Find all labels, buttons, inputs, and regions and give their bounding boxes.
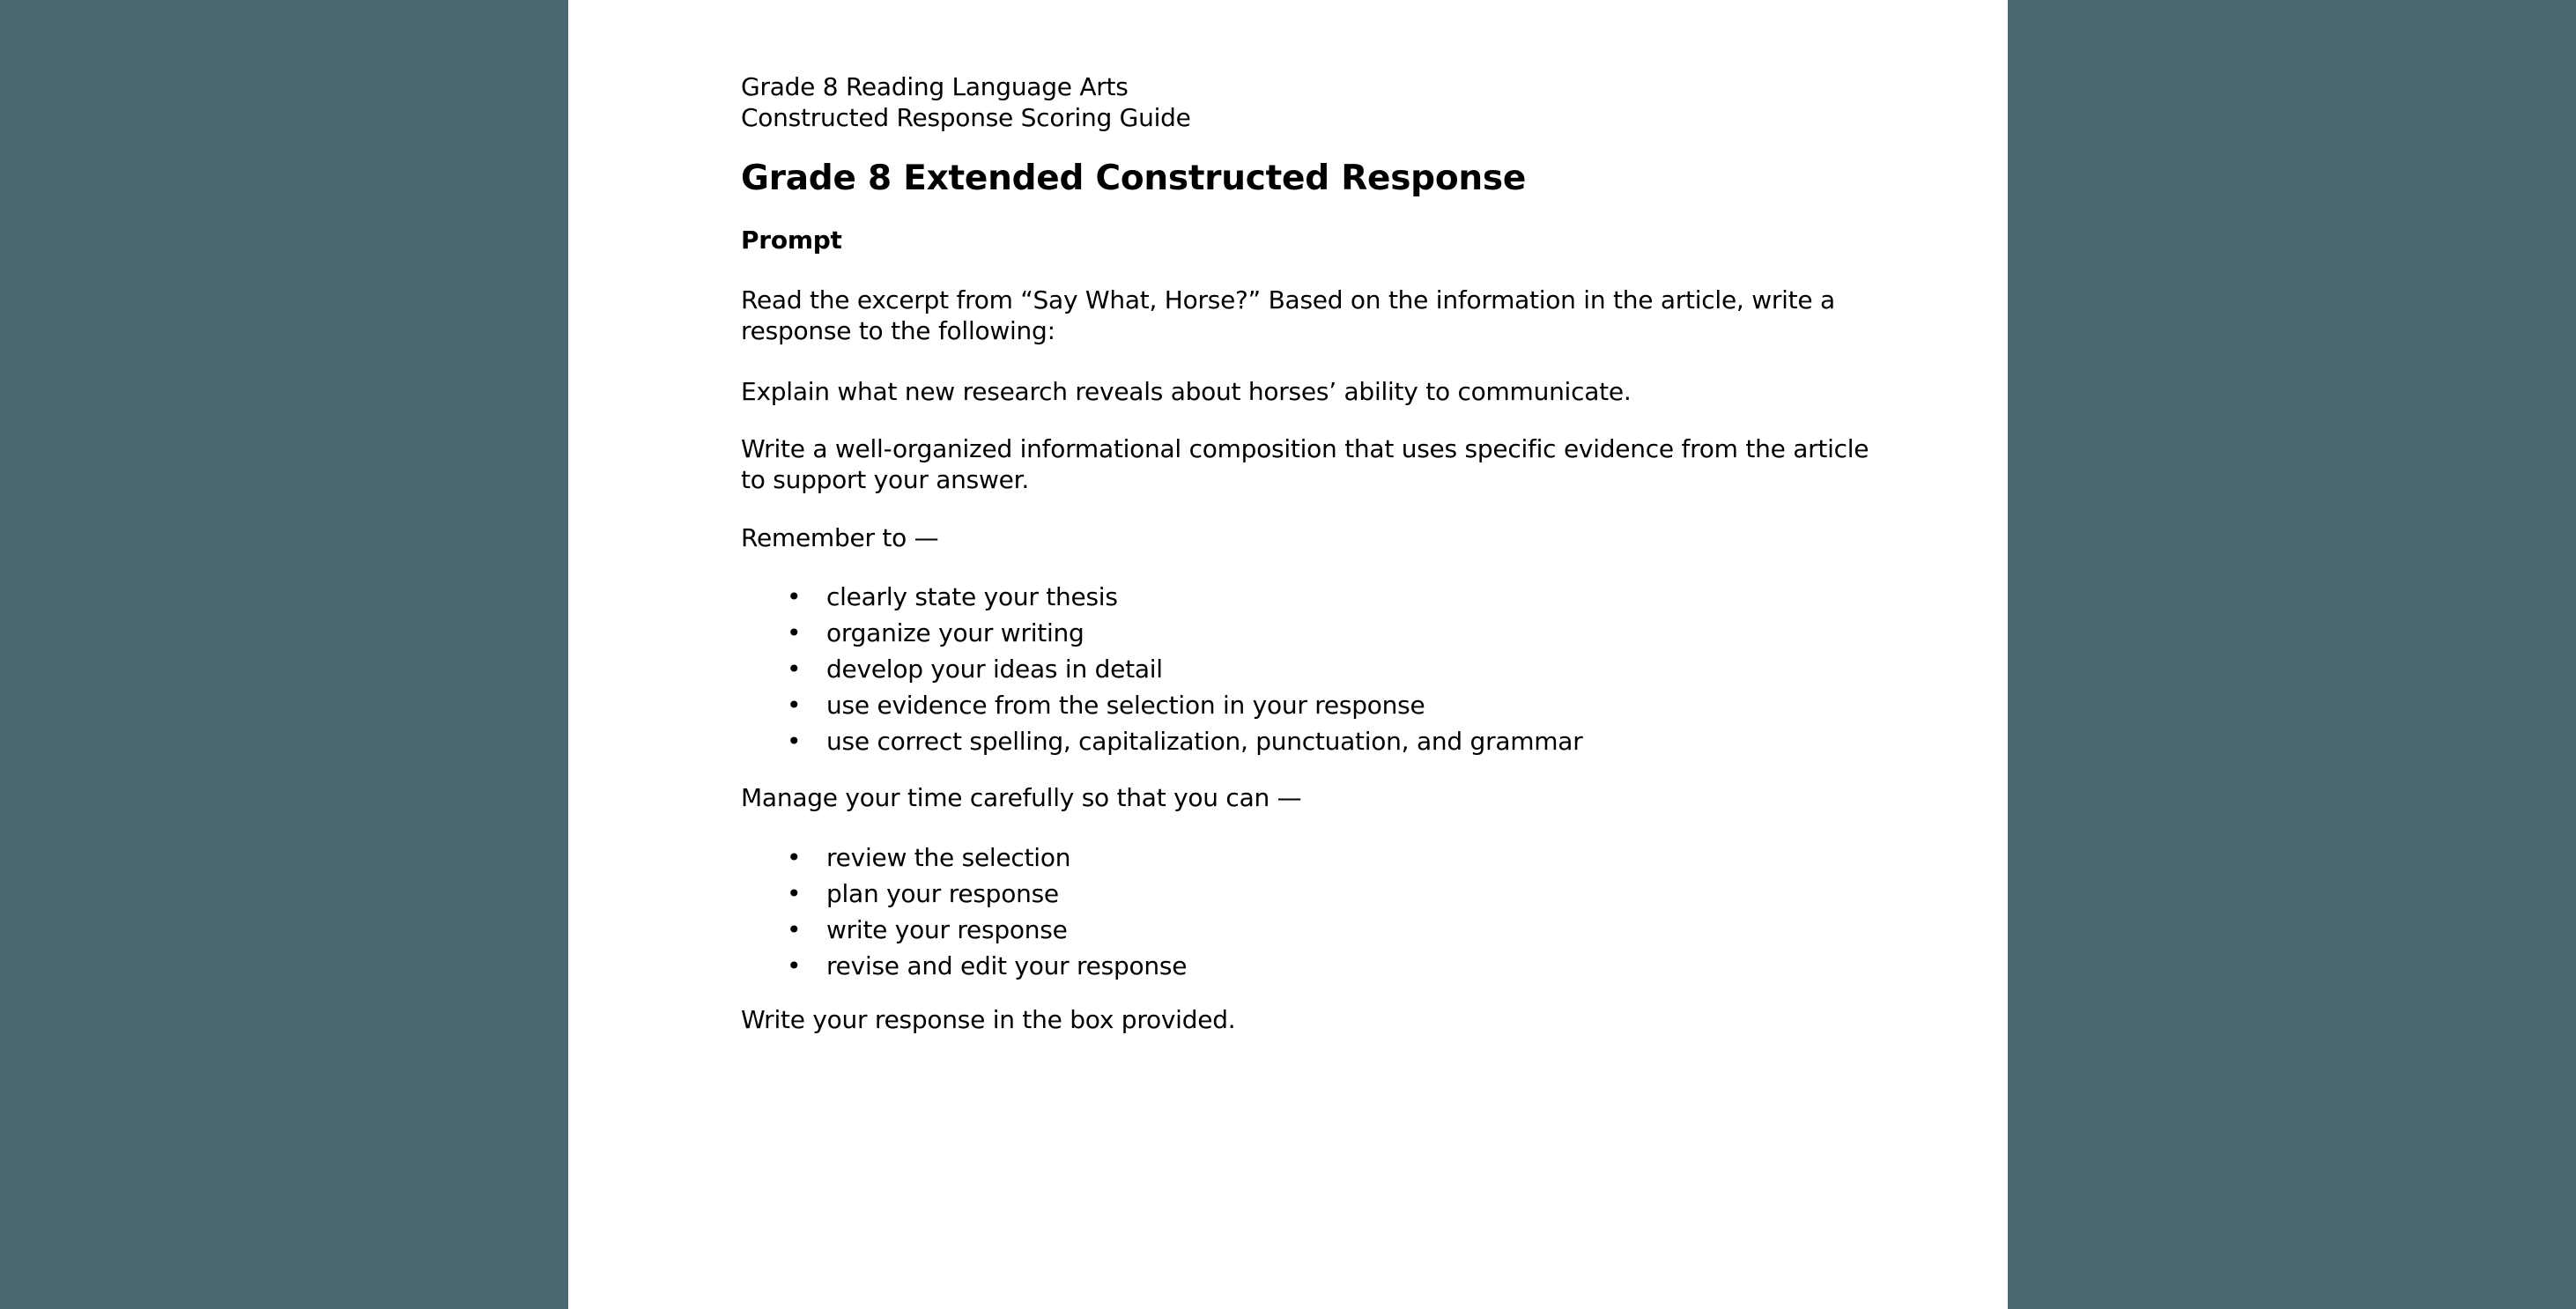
intro-line-2: response to the following:	[741, 316, 1055, 345]
page-title: Grade 8 Extended Constructed Response	[741, 159, 1527, 198]
list-item-label: review the selection	[826, 843, 1071, 872]
bullet-icon: •	[787, 915, 802, 944]
directions-paragraph	[741, 433, 1937, 495]
list-item-label: write your response	[826, 915, 1068, 944]
doc-header	[741, 71, 1937, 133]
bullet-icon: •	[787, 879, 802, 908]
directions-line-2: to support your answer.	[741, 465, 1029, 494]
list-item-label: use evidence from the selection in your response	[826, 691, 1425, 720]
list-item-label: organize your writing	[826, 618, 1084, 647]
document-page	[568, 0, 2008, 1309]
time-intro-line: Manage your time carefully so that you can —	[741, 783, 1302, 812]
bullet-icon: •	[787, 727, 802, 756]
list-item	[741, 615, 1937, 651]
list-item-label: use correct spelling, capitalization, punctuation, and grammar	[826, 727, 1583, 756]
bullet-icon: •	[787, 951, 802, 980]
header-line-guide: Constructed Response Scoring Guide	[741, 103, 1191, 132]
bullet-icon: •	[787, 582, 802, 611]
intro-paragraph	[741, 285, 1937, 346]
closing-paragraph	[741, 1004, 1937, 1035]
list-item	[741, 651, 1937, 687]
remember-intro-line: Remember to —	[741, 523, 939, 552]
list-item	[741, 839, 1937, 876]
list-item-label: clearly state your thesis	[826, 582, 1118, 611]
closing-line: Write your response in the box provided.	[741, 1005, 1236, 1034]
list-item	[741, 876, 1937, 912]
list-item-label: revise and edit your response	[826, 951, 1188, 980]
directions-line-1: Write a well-organized informational composition that uses specific evidence from the article	[741, 434, 1869, 463]
intro-line-1: Read the excerpt from “Say What, Horse?” Based on the information in the article, write a	[741, 285, 1835, 314]
list-item	[741, 723, 1937, 759]
page-content	[568, 0, 2008, 1035]
list-item-label: plan your response	[826, 879, 1059, 908]
list-item	[741, 579, 1937, 615]
task-line: Explain what new research reveals about horses’ ability to communicate.	[741, 377, 1632, 406]
task-paragraph	[741, 376, 1937, 407]
list-item	[741, 948, 1937, 984]
time-intro	[741, 782, 1937, 813]
remember-intro	[741, 522, 1937, 553]
list-item-label: develop your ideas in detail	[826, 654, 1163, 684]
header-line-subject: Grade 8 Reading Language Arts	[741, 72, 1129, 101]
remember-bullet-list	[741, 579, 1937, 759]
prompt-heading: Prompt	[741, 226, 842, 255]
bullet-icon: •	[787, 654, 802, 684]
time-bullet-list	[741, 839, 1937, 984]
list-item	[741, 687, 1937, 723]
bullet-icon: •	[787, 691, 802, 720]
bullet-icon: •	[787, 843, 802, 872]
bullet-icon: •	[787, 618, 802, 647]
list-item	[741, 912, 1937, 948]
